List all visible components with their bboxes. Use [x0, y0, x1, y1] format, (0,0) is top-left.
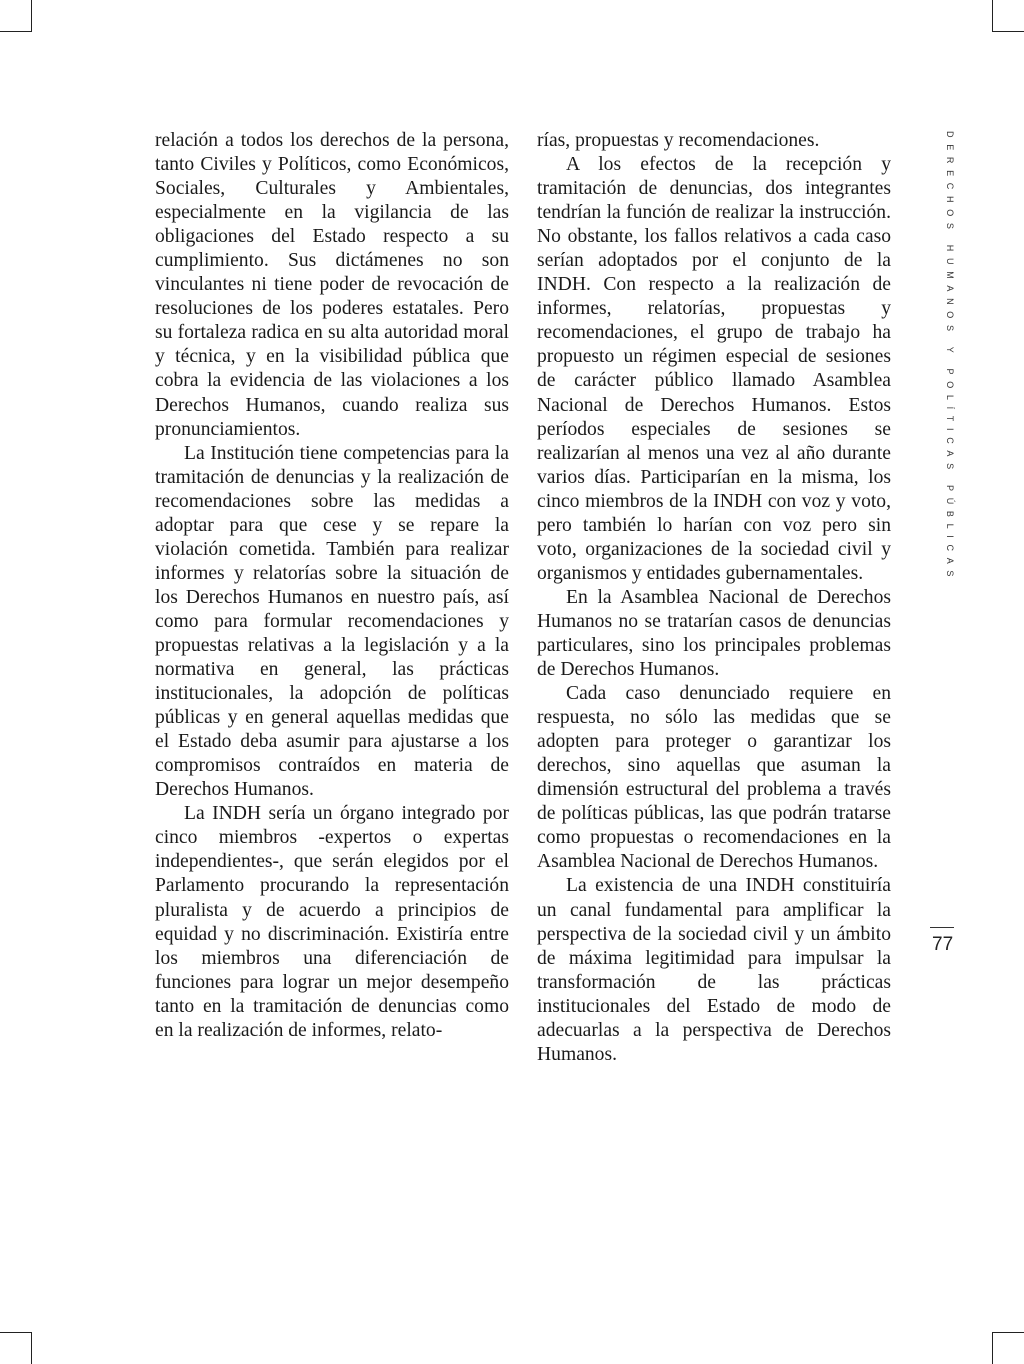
paragraph: Cada caso denunciado requiere en respuesta, no sólo las medidas que se adopten para proteger o garantizar los derechos, sino aquellas que asuman la dimensión estructural del problema a través de políticas públicas, las que podrán tratarse como propuestas o recomendaciones en la Asamblea Nacional de Derechos Humanos.: [537, 683, 891, 873]
paragraph: relación a todos los derechos de la persona, tanto Civiles y Políticos, como Económicos, Sociales, Culturales y Ambientales, especialmente en la vigilancia de las obligaciones del Estado respecto a su cumplimiento. Sus dictámenes no son vinculantes ni tiene poder de revocación de resoluciones de los poderes estatales. Pero su fortaleza radica en su alta autoridad moral y técnica, y en la visibilidad pública que cobra la evidencia de las violaciones a los Derechos Humanos, cuando realiza sus pronunciamientos.: [155, 130, 509, 440]
right-text-column: [537, 129, 891, 1067]
paragraph: La Institución tiene competencias para la tramitación de denuncias y la realización de recomendaciones sobre las medidas a adoptar para que cese y se repare la violación cometida. También para realizar informes y relatorías sobre la situación de los Derechos Humanos en nuestro país, así como para formular recomendaciones y propuestas relativas a la legislación y a la normativa en general, las prácticas institucionales, la adopción de políticas públicas y en general aquellas medidas que el Estado deba asumir para ajustarse a los compromisos contraídos en materia de Derechos Humanos.: [155, 442, 509, 801]
paragraph: La existencia de una INDH constituiría un canal fundamental para amplificar la perspectiva de la sociedad civil y un ámbito de máxima legitimidad para impulsar la transformación de las prácticas institucionales del Estado de modo de adecuarlas a la perspectiva de Derechos Humanos.: [537, 875, 891, 1065]
crop-mark-bottom-left-horizontal: [0, 1332, 32, 1333]
crop-mark-top-right-horizontal: [992, 31, 1024, 32]
crop-mark-bottom-right-vertical: [992, 1332, 993, 1364]
paragraph: A los efectos de la recepción y tramitación de denuncias, dos integrantes tendrían la función de realizar la instrucción. No obstante, los fallos relativos a cada caso serían adoptados por el conjunto de la INDH. Con respecto a la realización de informes, relatorías, propuestas y recomendaciones, el grupo de trabajo ha propuesto un régimen especial de sesiones de carácter público llamado Asamblea Nacional de Derechos Humanos. Estos períodos especiales de sesiones se realizarían al menos una vez al año durante varios días. Participarían en la misma, los cinco miembros de la INDH con voz y voto, pero también lo harían con voz pero sin voto, organizaciones de la sociedad civil y organismos y entidades gubernamentales.: [537, 154, 891, 584]
crop-mark-top-left-vertical: [31, 0, 32, 32]
page-number-rule: [930, 927, 954, 928]
crop-mark-top-right-vertical: [992, 0, 993, 32]
paragraph: rías, propuestas y recomendaciones.: [537, 130, 820, 151]
crop-mark-bottom-left-vertical: [31, 1332, 32, 1364]
paragraph: La INDH sería un órgano integrado por cinco miembros -expertos o expertas independientes-, que serán elegidos por el Parlamento procurando la representación pluralista y de acuerdo a principios de equidad y no discriminación. Existiría entre los miembros una diferenciación de funciones para lograr un mejor desempeño tanto en la tramitación de denuncias como en la realización de informes, relato-: [155, 803, 509, 1041]
crop-mark-top-left-horizontal: [0, 31, 32, 32]
page-number: 77: [932, 934, 954, 955]
running-head: DERECHOS HUMANOS Y POLÍTICAS PÚBLICAS: [945, 131, 955, 584]
left-text-column: [155, 129, 509, 1043]
paragraph: En la Asamblea Nacional de Derechos Humanos no se tratarían casos de denuncias particulares, sino los principales problemas de Derechos Humanos.: [537, 586, 891, 681]
crop-mark-bottom-right-horizontal: [992, 1332, 1024, 1333]
